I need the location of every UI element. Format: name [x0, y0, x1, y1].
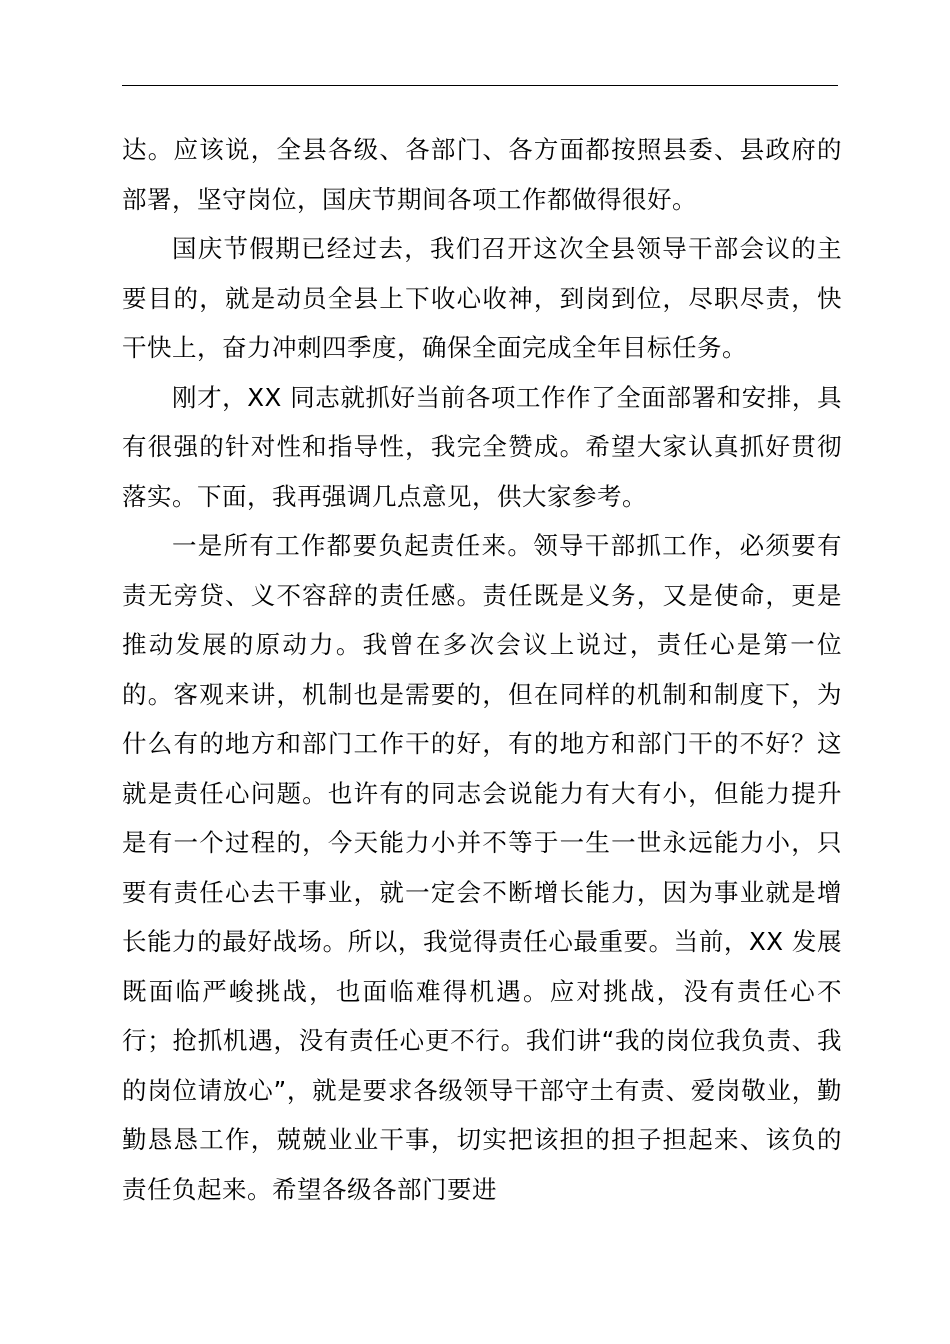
paragraph-deployment: 刚才，XX 同志就抓好当前各项工作作了全面部署和安排，具有很强的针对性和指导性，我完全赞成。希望大家认真抓好贯彻落实。下面，我再强调几点意见，供大家参考。 — [122, 382, 842, 511]
document-body — [122, 125, 842, 1214]
header-rule — [122, 85, 838, 86]
paragraph-holiday-meeting: 国庆节假期已经过去，我们召开这次全县领导干部会议的主要目的，就是动员全县上下收心收神，到岗到位，尽职尽责，快干快上，奋力冲刺四季度，确保全面完成全年目标任务。 — [122, 234, 842, 362]
paragraph-responsibility: 一是所有工作都要负起责任来。领导干部抓工作，必须要有责无旁贷、义不容辞的责任感。责任既是义务，又是使命，更是推动发展的原动力。我曾在多次会议上说过，责任心是第一位的。客观来讲，机制也是需要的，但在同样的机制和制度下，为什么有的地方和部门工作干的好，有的地方和部门干的不好？这就是责任心问题。也许有的同志会说能力有大有小，但能力提升是有一个过程的，今天能力小并不等于一生一世永远能力小，只要有责任心去干事业，就一定会不断增长能力，因为事业就是增长能力的最好战场。所以，我觉得责任心最重要。当前，XX 发展既面临严峻挑战，也面临难得机遇。应对挑战，没有责任心不行；抢抓机遇，没有责任心更不行。我们讲“我的岗位我负责、我的岗位请放心”，就是要求各级领导干部守土有责、爱岗敬业，勤勤恳恳工作，兢兢业业干事，切实把该担的担子担起来、该负的责任负起来。希望各级各部门要进 — [122, 531, 842, 1204]
paragraph-continuation: 达。应该说，全县各级、各部门、各方面都按照县委、县政府的部署，坚守岗位，国庆节期间各项工作都做得很好。 — [122, 135, 842, 214]
